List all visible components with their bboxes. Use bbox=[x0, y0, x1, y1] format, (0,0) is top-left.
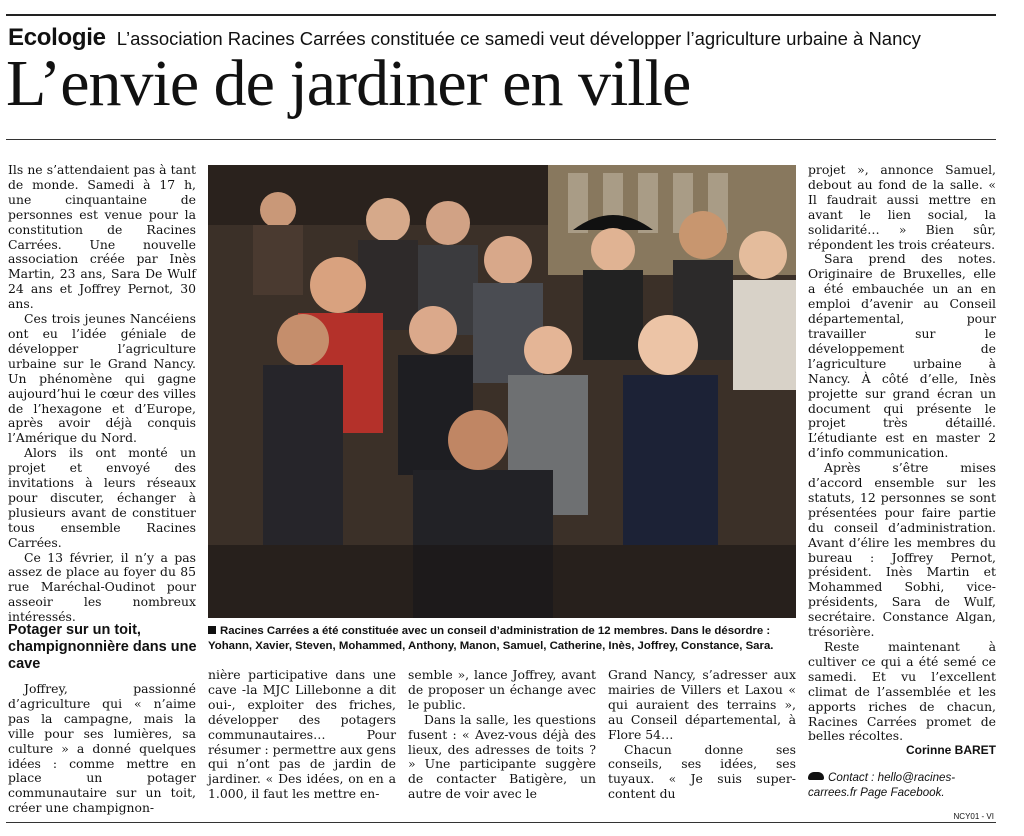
paragraph: semble », lance Joffrey, avant de proposer un échange avec le public. bbox=[408, 667, 596, 712]
paragraph: nière participative dans une cave -la MJC Lillebonne a dit oui-, exploiter des friches, développer des potagers communautaires… Pour résumer : permettre aux gens qui n’ont pas de jardin de jardiner. « Des idées, on en a 1.000, il faut les mettre en- bbox=[208, 667, 396, 802]
top-rule bbox=[6, 14, 996, 16]
contact-line bbox=[808, 770, 998, 800]
phone-icon bbox=[808, 772, 824, 780]
author-byline: Corinne BARET bbox=[906, 743, 996, 757]
paragraph: Ils ne s’attendaient pas à tant de monde. Samedi à 17 h, une cinquantaine de personnes est venue pour la constitution de Racines Carrées. Une nouvelle association créée par Inès Martin, 23 ans, Sara De Wulf 24 ans et Joffrey Pernot, 30 ans. bbox=[8, 162, 196, 312]
page-folio: NCY01 - VI bbox=[953, 812, 994, 821]
paragraph: Ces trois jeunes Nancéiens ont eu l’idée géniale de développer l’agriculture urbaine sur le Grand Nancy. Un phénomène qui gagne aujourd’hui le cœur des villes de l’hexagone et d’Europe, après avoir déjà conquis l’Amérique du Nord. bbox=[8, 311, 196, 446]
column-2 bbox=[208, 668, 396, 802]
headline: L’envie de jardiner en ville bbox=[6, 47, 691, 120]
paragraph: Alors ils ont monté un projet et envoyé des invitations à leurs réseaux pour discuter, échanger à plusieurs avant de constituer tous ensemble Racines Carrées. bbox=[8, 445, 196, 550]
paragraph: Dans la salle, les questions fusent : « Avez-vous déjà des lieux, des adresses de toits ? » Une participante suggère de contacter Batigère, un autre de voir avec le bbox=[408, 711, 596, 802]
section-tag: Ecologie bbox=[8, 24, 106, 51]
headline-rule bbox=[6, 139, 996, 140]
group-photo-illustration bbox=[208, 165, 796, 618]
column-3 bbox=[408, 668, 596, 802]
paragraph: Chacun donne ses conseils, ses idées, ses tuyaux. « Je suis super-content du bbox=[608, 741, 796, 802]
photo-caption bbox=[208, 624, 798, 654]
paragraph: Reste maintenant à cultiver ce qui a été semé ce samedi. Et vu l’excellent climat de l’assemblée et les apports riches de chacun, Racines Carrées promet de belles récoltes. bbox=[808, 639, 996, 744]
paragraph: Grand Nancy, s’adresser aux mairies de Villers et Laxou « qui auraient des terrains », au Conseil départemental, à Flore 54… bbox=[608, 667, 796, 742]
paragraph: Sara prend des notes. Originaire de Bruxelles, elle a été embauchée un an en emploi d’avenir au Conseil départemental, pour travailler sur le développement de l’agriculture urbaine à Nancy. À côté d’elle, Inès projette sur grand écran un document qui présente le projet très détaillé. L’étudiante est en master 2 d’info communication. bbox=[808, 251, 996, 461]
paragraph: Joffrey, passionné d’agriculture qui « n’aime pas la campagne, mais la ville pour ses lumières, sa culture » a donné quelques idées : comme mettre en place un potager communautaire sur un toit, créer une champignon- bbox=[8, 681, 196, 816]
column-right bbox=[808, 163, 996, 744]
subheading: Potager sur un toit, champignonnière dans une cave bbox=[8, 622, 197, 672]
column-1-bottom bbox=[8, 682, 196, 816]
kicker-subtitle: L’association Racines Carrées constituée ce samedi veut développer l’agriculture urbaine à Nancy bbox=[116, 28, 921, 49]
contact-text: Contact : hello@racines-carrees.fr Page Facebook. bbox=[808, 771, 956, 799]
paragraph: Ce 13 février, il n’y a pas assez de place au foyer du 85 rue Maréchal-Oudinot pour asseoir les nombreux intéressés. bbox=[8, 549, 196, 625]
column-4 bbox=[608, 668, 796, 802]
caption-text: Racines Carrées a été constituée avec un conseil d’administration de 12 membres. Dans le désordre : Yohann, Xavier, Steven, Mohammed, Anthony, Manon, Samuel, Catherine, Inès, Joffrey, Constance, Sara. bbox=[208, 625, 774, 652]
bottom-rule bbox=[6, 822, 996, 823]
caption-square-icon bbox=[208, 626, 216, 634]
paragraph: projet », annonce Samuel, debout au fond de la salle. « Il faudrait aussi mettre en avant le lien social, la solidarité… » Bien sûr, répondent les trois créateurs. bbox=[808, 162, 996, 252]
column-1 bbox=[8, 163, 196, 625]
paragraph: Après s’être mises d’accord ensemble sur les statuts, 12 personnes se sont présentées pour faire partie du conseil d’administration. Avant d’élire les membres du bureau : Joffrey Pernot, président. Inès Martin et Mohammed Sobhi, vice-présidents, Sara de Wulf, secrétaire. Constance Algan, trésorière. bbox=[808, 460, 996, 640]
group-photo bbox=[208, 165, 796, 618]
